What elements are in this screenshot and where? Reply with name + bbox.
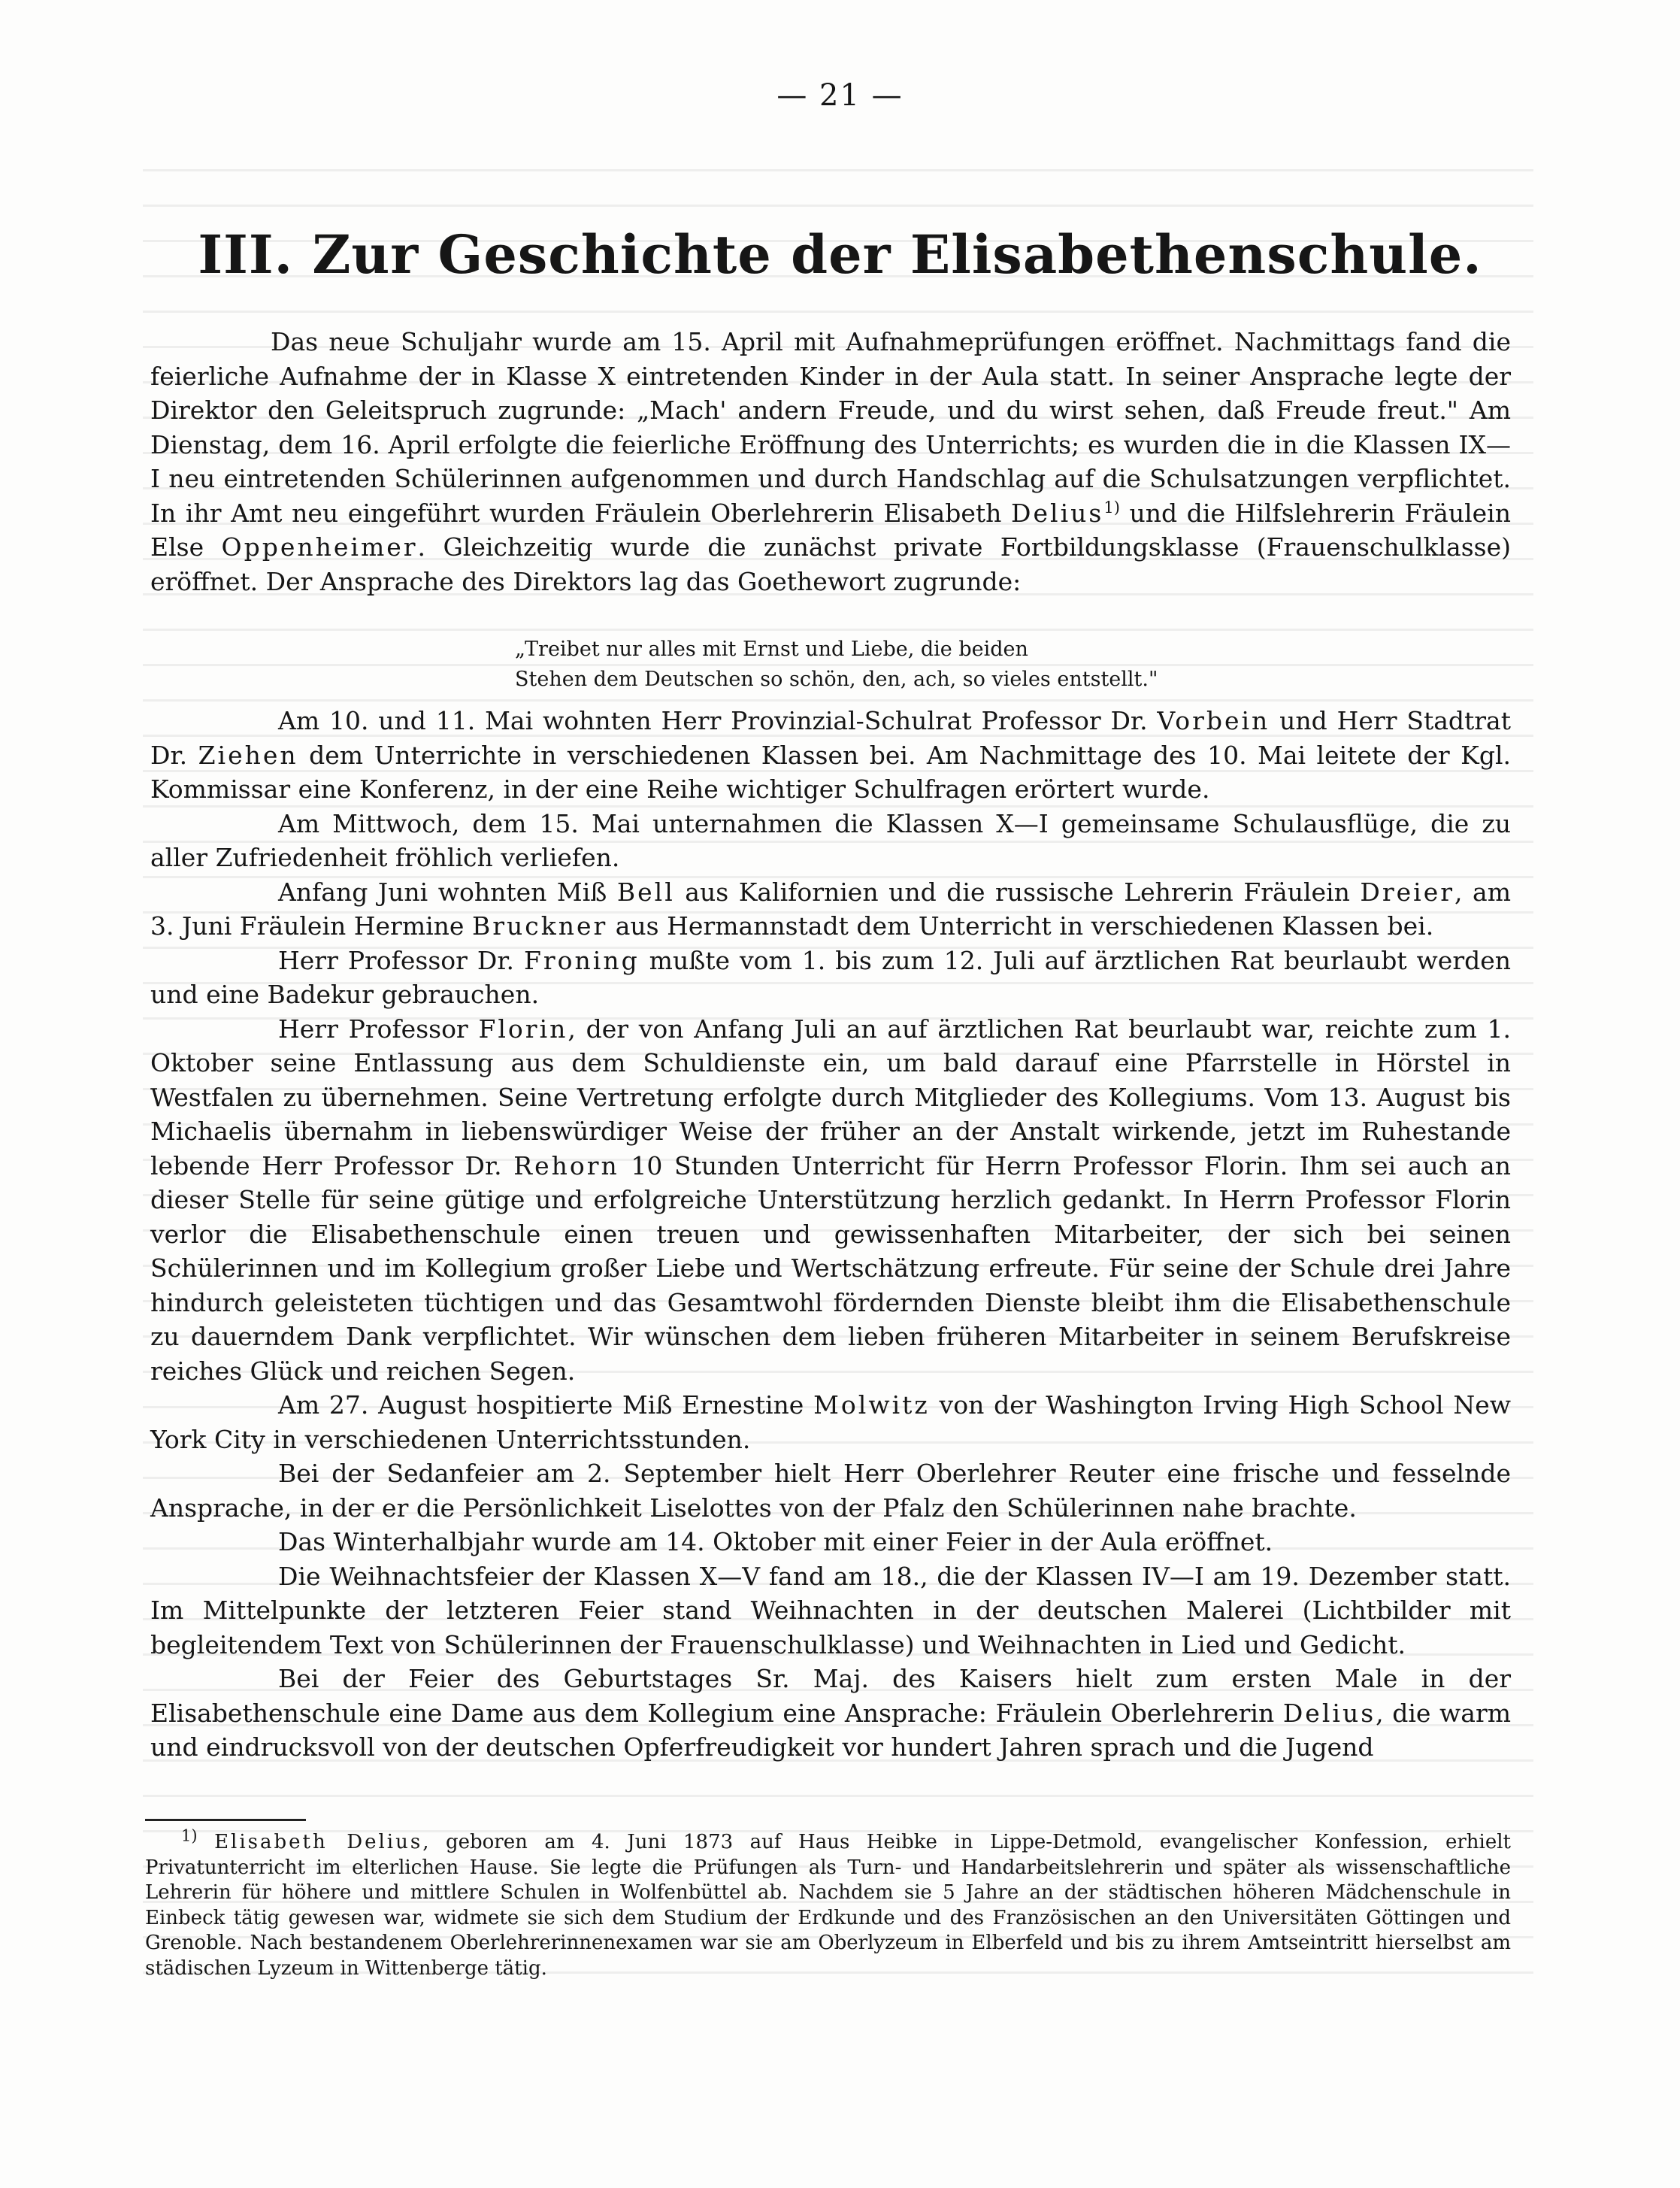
chapter-title: III. Zur Geschichte der Elisabethenschule.	[198, 223, 1482, 286]
paragraph-christmas: Die Weihnachtsfeier der Klassen X—V fand am 18., die der Klassen IV—I am 19. Dezember statt. Im Mittelpunkte der letzteren Feier stand Weihnachten in der deutschen Malerei (Lichtbilder mit begleitendem Text von Schülerinnen der Frauenschulklasse) und Weihnachten in Lied und Gedicht.	[150, 1561, 1511, 1659]
name-florin: Florin	[478, 1014, 568, 1044]
footnote	[145, 1826, 1511, 1982]
footnote-text: , geboren am 4. Juni 1873 auf Haus Heibke in Lippe-Detmold, evangelischer Konfession, erhielt Privatunterricht im elterlichen Hause. Sie legte die Prüfungen als Turn- und Handarbeitslehrerin und später als wissenschaftliche Lehrerin für höhere und mittlere Schulen in Wolfenbüttel ab. Nachdem sie 5 Jahre an der städtischen höheren Mädchenschule in Einbeck tätig gewesen war, widmete sie sich dem Studium der Erdkunde und des Französischen an den Universitäten Göttingen und Grenoble. Nach bestandenem Oberlehrerinnenexamen war sie am Oberlyzeum in Elberfeld und bis zu ihrem Amtseintritt hierselbst am städischen Lyzeum in Wittenberge tätig.	[145, 1831, 1511, 1980]
paragraph-froning: Herr Professor Dr. Froning mußte vom 1. bis zum 12. Juli auf ärztlichen Rat beurlaubt werden und eine Badekur gebrauchen.	[150, 945, 1512, 1009]
main-body	[150, 704, 1511, 1765]
footnote-reference: 1)	[1103, 498, 1120, 517]
page-number: — 21 —	[776, 78, 904, 113]
footnote-name: Elisabeth Delius	[214, 1831, 423, 1853]
paragraph-sedan: Bei der Sedanfeier am 2. September hielt Herr Oberlehrer Reuter eine frische und fesselnde Ansprache, in der er die Persönlichkeit Liselottes von der Pfalz den Schülerinnen nahe brachte.	[150, 1459, 1511, 1523]
paragraph-winter: Das Winterhalbjahr wurde am 14. Oktober mit einer Feier in der Aula eröffnet.	[278, 1527, 1273, 1556]
intro-paragraph	[150, 325, 1511, 599]
footnote-mark: 1)	[181, 1826, 198, 1845]
paragraph-august-visit: Am 27. August hospitierte Miß Ernestine Molwitz von der Washington Irving High School New York City in verschiedenen Unterrichtsstunden.	[150, 1390, 1511, 1454]
goethe-quote	[515, 635, 1417, 695]
paragraph-may-visit: Am 10. und 11. Mai wohnten Herr Provinzial-Schulrat Professor Dr. Vorbein und Herr Stadtrat Dr. Ziehen dem Unterrichte in verschiedenen Klassen bei. Am Nachmittage des 10. Mai leitete der Kgl. Kommissar eine Konferenz, in der eine Reihe wichtiger Schulfragen erörtert wurde.	[150, 706, 1511, 804]
quote-line-2: Stehen dem Deutschen so schön, den, ach, so vieles entstellt."	[515, 668, 1158, 691]
name-froning: Froning	[523, 945, 640, 975]
name-ziehen: Ziehen	[198, 740, 298, 770]
paragraph-birthday: Bei der Feier des Geburtstages Sr. Maj. des Kaisers hielt zum ersten Male in der Elisabethenschule eine Dame aus dem Kollegium eine Ansprache: Fräulein Oberlehrerin Delius, die warm und eindrucksvoll von der deutschen Opferfreudigkeit vor hundert Jahren sprach und die Jugend	[150, 1664, 1512, 1762]
paragraph-florin: Herr Professor Florin, der von Anfang Juli an auf ärztlichen Rat beurlaubt war, reichte zum 1. Oktober seine Entlassung aus dem Schuldienste ein, um bald darauf eine Pfarrstelle in Hörstel in Westfalen zu übernehmen. Seine Vertretung erfolgte durch Mitglieder des Kollegiums. Vom 13. August bis Michaelis übernahm in liebenswürdiger Weise der früher an der Anstalt wirkende, jetzt im Ruhestande lebende Herr Professor Dr. Rehorn 10 Stunden Unterricht für Herrn Professor Florin. Ihm sei auch an dieser Stelle für seine gütige und erfolgreiche Unterstützung herzlich gedankt. In Herrn Professor Florin verlor die Elisabethenschule einen treuen und gewissenhaften Mitarbeiter, der sich bei seinen Schülerinnen und im Kollegium großer Liebe und Wertschätzung erfreute. Für seine der Schule drei Jahre hindurch geleisteten tüchtigen und das Gesamtwohl fördernden Dienste bleibt ihm die Elisabethenschule zu dauerndem Dank verpflichtet. Wir wünschen dem lieben früheren Mitarbeiter in seinem Berufskreise reiches Glück und reichen Segen.	[150, 1014, 1511, 1386]
name-delius: Delius	[1011, 498, 1104, 528]
name-bruckner: Bruckner	[471, 911, 608, 941]
name-dreier: Dreier	[1360, 877, 1454, 907]
quote-line-1: „Treibet nur alles mit Ernst und Liebe, die beiden	[515, 638, 1028, 661]
name-vorbein: Vorbein	[1157, 706, 1270, 735]
name-molwitz: Molwitz	[813, 1390, 930, 1420]
name-oppenheimer: Oppenheimer	[221, 532, 418, 562]
intro-text: Das neue Schuljahr wurde am 15. April mit Aufnahmeprüfungen eröffnet. Nachmittags fand die feierliche Aufnahme der in Klasse X eintretenden Kinder in der Aula statt. In seiner Ansprache legte der Direktor den Geleitspruch zugrunde: „Mach' andern Freude, und du wirst sehen, daß Freude freut." Am Dienstag, dem 16. April erfolgte die feierliche Eröffnung des Unterrichts; es wurden die in die Klassen IX—I neu eintretenden Schülerinnen aufgenommen und durch Handschlag auf die Schulsatzungen verpflichtet. In ihr Amt neu eingeführt wurden Fräulein Oberlehrerin Elisabeth Delius$^{1)}$ und die Hilfslehrerin Fräulein Else Oppenheimer. Gleichzeitig wurde die zunächst private Fortbildungsklasse (Frauenschulklasse) eröffnet. Der Ansprache des Direktors lag das Goethewort zugrunde:	[150, 327, 1511, 596]
paragraph-excursion: Am Mittwoch, dem 15. Mai unternahmen die Klassen X—I gemeinsame Schulausflüge, die zu aller Zufriedenheit fröhlich verliefen.	[150, 808, 1511, 872]
name-rehorn: Rehorn	[513, 1150, 619, 1180]
name-bell: Bell	[616, 877, 675, 907]
paragraph-june-visitors: Anfang Juni wohnten Miß Bell aus Kalifornien und die russische Lehrerin Fräulein Dreier, am 3. Juni Fräulein Hermine Bruckner aus Hermannstadt dem Unterricht in verschiedenen Klassen bei.	[150, 877, 1511, 941]
name-delius-2: Delius	[1282, 1698, 1376, 1728]
footnote-divider	[145, 1819, 306, 1821]
